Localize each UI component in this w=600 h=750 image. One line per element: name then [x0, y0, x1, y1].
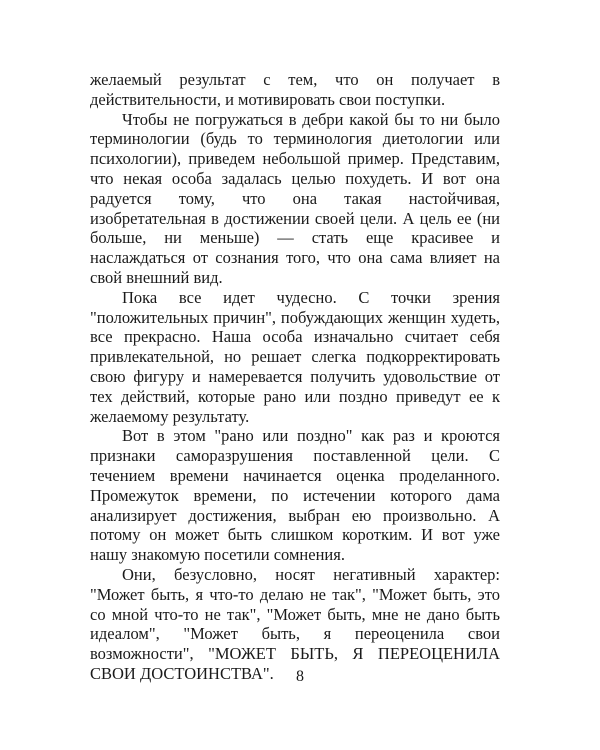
paragraph-positive-reasons: Пока все идет чудесно. С точки зрения "положительных причин", побуждающих женщин худеть, все прекрасно. Наша особа изначально считает себя привлекательной, но решает слегка подкорректировать свою фигуру и намеревается получить удовольствие от тех действий, которые рано или поздно приведут ее к желаемому результату.	[90, 287, 500, 426]
paragraph-sooner-or-later: Вот в этом "рано или поздно" как раз и кроются признаки саморазрушения поставленной цели. С течением времени начинается оценка проделанного. Промежуток времени, по истечении которого дама анализирует достижения, выбран ею произвольно. А потому он может быть слишком коротким. И вот уже нашу знакомую посетили сомнения.	[90, 426, 500, 565]
paragraph-continuation: желаемый результат с тем, что он получает в действительности, и мотивировать свои поступки.	[90, 70, 500, 109]
page-number: 8	[296, 668, 304, 685]
paragraph-terminology-example: Чтобы не погружаться в дебри какой бы то ни было терминологии (будь то терминология диетологии или психологии), приведем небольшой пример. Представим, что некая особа задалась целью похудеть. И вот она радуется тому, что она такая настойчивая, изобретательная в достижении своей цели. А цель ее (ни больше, ни меньше) — стать еще красивее и наслаждаться от сознания того, что она сама влияет на свой внешний вид.	[90, 109, 500, 287]
paragraph-doubts: Они, безусловно, носят негативный характер: "Может быть, я что-то делаю не так", "Может быть, это со мной что-то не так", "Может быть, мне не дано быть идеалом", "Может быть, я переоценила свои возможности", "МОЖЕТ БЫТЬ, Я ПЕРЕОЦЕНИЛА СВОИ ДОСТОИНСТВА".	[90, 564, 500, 683]
body-text	[90, 70, 500, 684]
